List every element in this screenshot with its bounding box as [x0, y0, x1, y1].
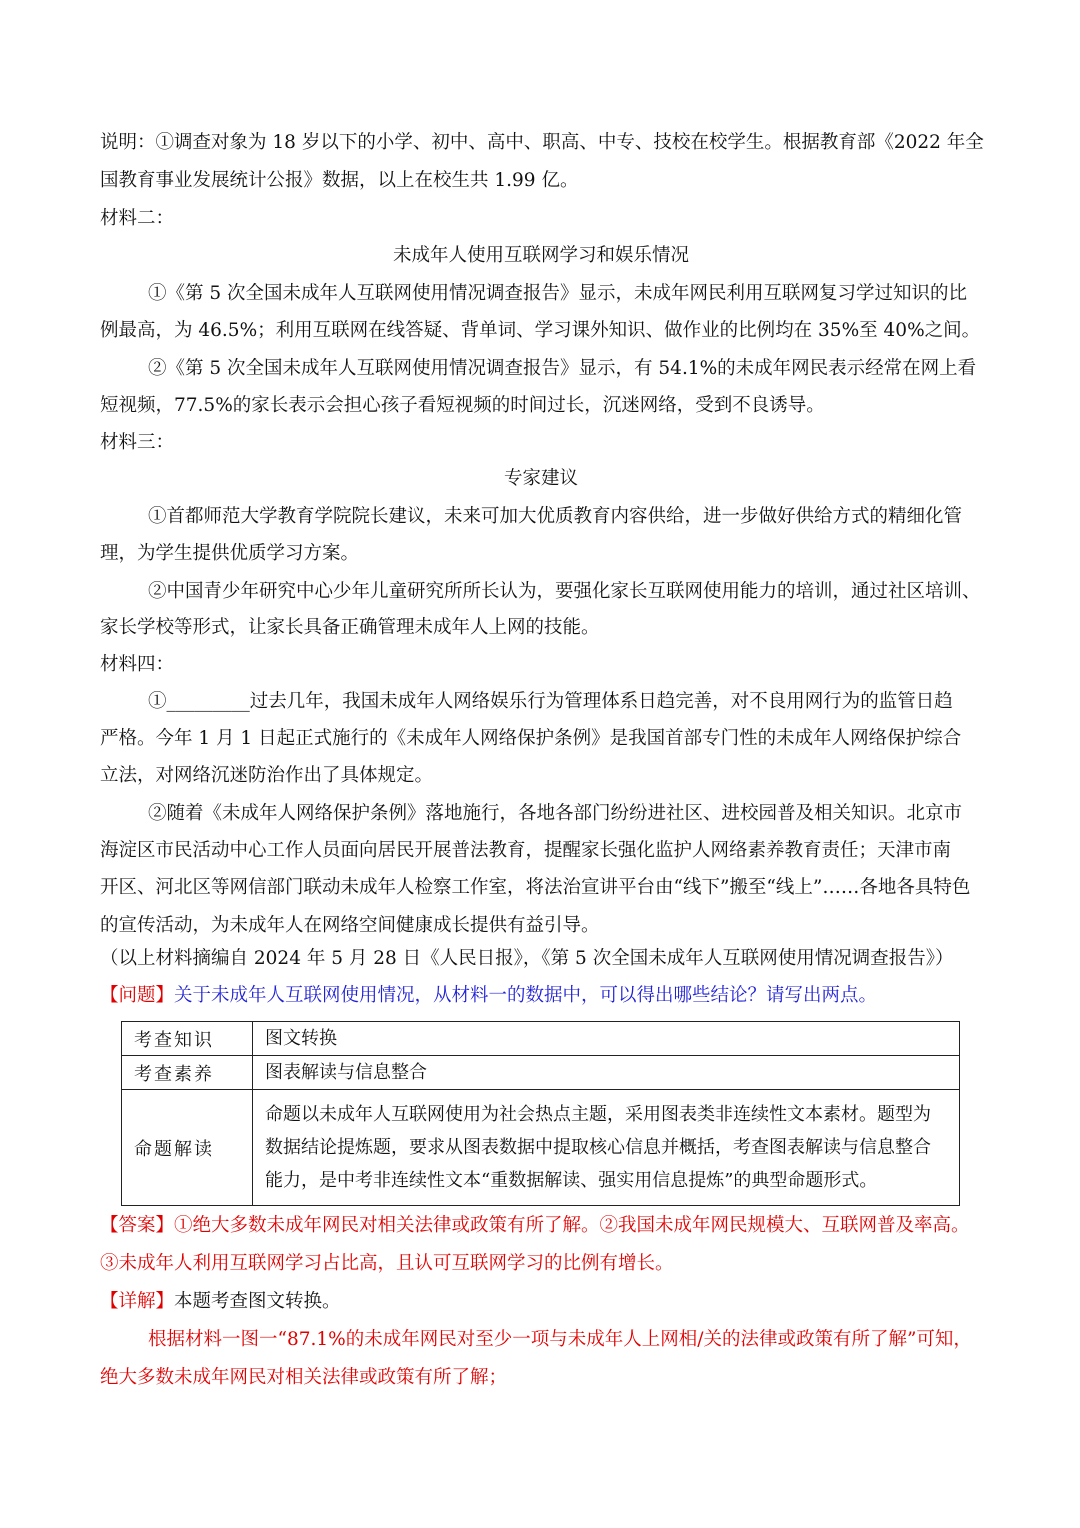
material4-label: 材料四： — [100, 654, 175, 675]
material2-label: 材料二： — [100, 208, 175, 229]
material2-p1-line1: ①《第 5 次全国未成年人互联网使用情况调查报告》显示，未成年网民利用互联网复习学过知识的比 — [148, 283, 968, 304]
table-value-line: 命题以未成年人互联网使用为社会热点主题，采用图表类非连续性文本素材。题型为 — [265, 1104, 931, 1125]
material4-p1-line2: 严格。今年 1 月 1 日起正式施行的《未成年人网络保护条例》是我国首部专门性的未成年人网络保护综合 — [100, 728, 962, 749]
detail-line-1: 根据材料一图一“87.1%的未成年网民对至少一项与未成年人上网相/关的法律或政策有所了解”可知， — [148, 1329, 972, 1350]
source-citation: （以上材料摘编自 2024 年 5 月 28 日《人民日报》，《第 5 次全国未成年人互联网使用情况调查报告》） — [100, 948, 954, 969]
info-table — [121, 1021, 960, 1206]
material2-p2-line2: 短视频，77.5%的家长表示会担心孩子看短视频的时间过长，沉迷网络，受到不良诱导。 — [100, 395, 825, 416]
note-text-1: ①调查对象为 18 岁以下的小学、初中、高中、职高、中专、技校在校学生。根据教育部《2022 年全 — [155, 132, 984, 153]
detail-line-2: 绝大多数未成年网民对相关法律或政策有所了解； — [100, 1367, 508, 1388]
material3-title: 专家建议 — [503, 468, 578, 489]
detail-text: 本题考查图文转换。 — [174, 1291, 341, 1312]
table-value-line: 数据结论提炼题，要求从图表数据中提取核心信息并概括，考查图表解读与信息整合 — [265, 1137, 931, 1158]
material4-p2-line2: 海淀区市民活动中心工作人员面向居民开展普法教育，提醒家长强化监护人网络素养教育责任；天津市南 — [100, 840, 952, 861]
table-key: 考查知识 — [122, 1022, 253, 1056]
material3-p2-line2: 家长学校等形式，让家长具备正确管理未成年人上网的技能。 — [100, 617, 600, 638]
note-line-1 — [100, 128, 982, 158]
table-value-line: 能力，是中考非连续性文本“重数据解读、强实用信息提炼”的典型命题形式。 — [265, 1170, 878, 1191]
material4-p2-line3: 开区、河北区等网信部门联动未成年人检察工作室，将法治宣讲平台由“线下”搬至“线上”……各地各具特色 — [100, 877, 971, 898]
table-value-multiline — [253, 1090, 960, 1206]
question — [100, 981, 982, 1011]
answer-tag: 【答案】 — [100, 1215, 175, 1236]
material4-p2-line4: 的宣传活动，为未成年人在网络空间健康成长提供有益引导。 — [100, 915, 600, 936]
material3-p1-line2: 理，为学生提供优质学习方案。 — [100, 543, 360, 564]
note-label: 说明： — [100, 132, 156, 153]
material3-p1-line1: ①首都师范大学教育学院院长建议，未来可加大优质教育内容供给，进一步做好供给方式的精细化管 — [148, 506, 963, 527]
table-key: 命题解读 — [122, 1090, 253, 1206]
material2-title: 未成年人使用互联网学习和娱乐情况 — [392, 245, 689, 266]
question-tag: 【问题】 — [100, 985, 175, 1006]
material2-p2-line1: ②《第 5 次全国未成年人互联网使用情况调查报告》显示，有 54.1%的未成年网民表示经常在网上看 — [148, 358, 977, 379]
detail-heading — [100, 1287, 982, 1317]
note-line-2: 国教育事业发展统计公报》数据，以上在校生共 1.99 亿。 — [100, 170, 579, 191]
material4-p1-line1: ①_________过去几年，我国未成年人网络娱乐行为管理体系日趋完善，对不良用网行为的监管日趋 — [148, 691, 953, 712]
detail-tag: 【详解】 — [100, 1291, 175, 1312]
answer-text-1: ①绝大多数未成年网民对相关法律或政策有所了解。②我国未成年网民规模大、互联网普及率高。 — [174, 1215, 970, 1236]
material3-label: 材料三： — [100, 432, 175, 453]
table-row — [122, 1056, 960, 1090]
answer-line-1 — [100, 1211, 982, 1241]
material4-p1-line3: 立法，对网络沉迷防治作出了具体规定。 — [100, 765, 434, 786]
material2-p1-line2: 例最高，为 46.5%；利用互联网在线答疑、背单词、学习课外知识、做作业的比例均在 35%至 40%之间。 — [100, 320, 981, 341]
table-key: 考查素养 — [122, 1056, 253, 1090]
answer-line-2: ③未成年人利用互联网学习占比高，且认可互联网学习的比例有增长。 — [100, 1253, 674, 1274]
material4-p2-line1: ②随着《未成年人网络保护条例》落地施行，各地各部门纷纷进社区、进校园普及相关知识。北京市 — [148, 803, 963, 824]
table-value: 图表解读与信息整合 — [253, 1056, 960, 1090]
table-row — [122, 1090, 960, 1206]
table-row — [122, 1022, 960, 1056]
table-value: 图文转换 — [253, 1022, 960, 1056]
material3-p2-line1: ②中国青少年研究中心少年儿童研究所所长认为，要强化家长互联网使用能力的培训，通过社区培训、 — [148, 581, 981, 602]
question-text: 关于未成年人互联网使用情况，从材料一的数据中，可以得出哪些结论？请写出两点。 — [174, 985, 878, 1006]
